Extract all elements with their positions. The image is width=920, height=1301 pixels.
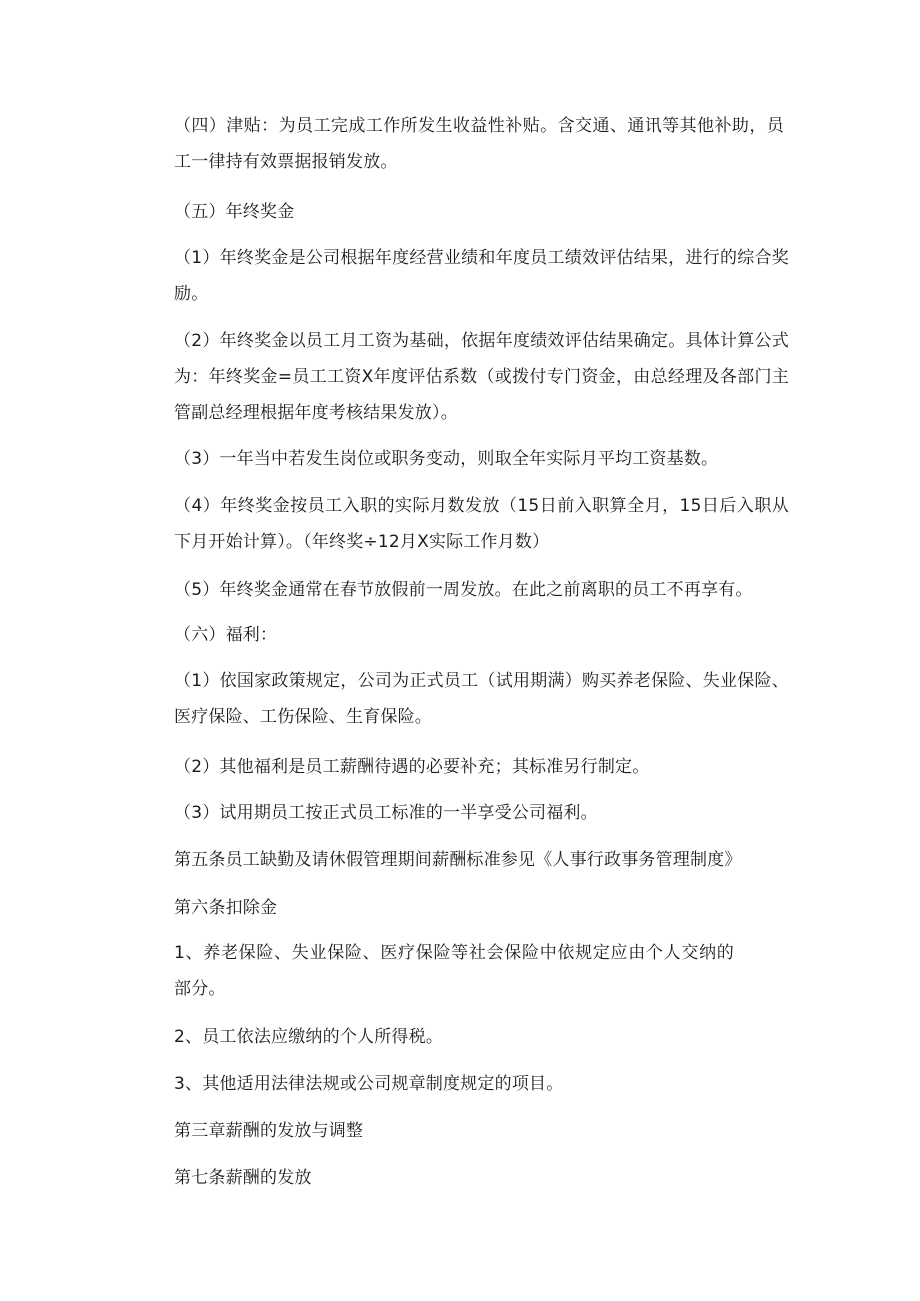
deduction-item-1: 1、养老保险、失业保险、医疗保险等社会保险中依规定应由个人交纳的部分。 <box>174 943 734 999</box>
deduction-item-3: 3、其他适用法律法规或公司规章制度规定的项目。 <box>174 1074 564 1094</box>
paragraph-bonus-5: （5）年终奖金通常在春节放假前一周发放。在此之前离职的员工不再享有。 <box>174 580 753 600</box>
paragraph-bonus-2: （2）年终奖金以员工月工资为基础，依据年度绩效评估结果确定。具体计算公式为：年终奖金=员工工资X年度评估系数（或拨付专门资金，由总经理及各部门主管副总经理根据年度考核结果发放）。 <box>174 331 789 423</box>
paragraph-bonus-1: （1）年终奖金是公司根据年度经营业绩和年度员工绩效评估结果，进行的综合奖励。 <box>174 248 789 304</box>
paragraph-bonus-3: （3）一年当中若发生岗位或职务变动，则取全年实际月平均工资基数。 <box>174 449 719 469</box>
paragraph-welfare-1: （1）依国家政策规定，公司为正式员工（试用期满）购买养老保险、失业保险、医疗保险、工伤保险、生育保险。 <box>174 671 789 727</box>
article-six-heading: 第六条扣除金 <box>174 898 278 918</box>
heading-year-end-bonus: （五）年终奖金 <box>174 202 295 222</box>
heading-welfare: （六）福利： <box>174 625 278 645</box>
chapter-three-heading: 第三章薪酬的发放与调整 <box>174 1121 364 1141</box>
paragraph-welfare-3: （3）试用期员工按正式员工标准的一半享受公司福利。 <box>174 803 598 823</box>
paragraph-welfare-2: （2）其他福利是员工薪酬待遇的必要补充；其标准另行制定。 <box>174 757 650 777</box>
article-seven-heading: 第七条薪酬的发放 <box>174 1168 312 1188</box>
paragraph-bonus-4: （4）年终奖金按员工入职的实际月数发放（15日前入职算全月，15日后入职从下月开始计算）。（年终奖÷12月X实际工作月数） <box>174 496 789 552</box>
article-five: 第五条员工缺勤及请休假管理期间薪酬标准参见《人事行政事务管理制度》 <box>174 850 742 870</box>
paragraph-allowance: （四）津贴：为员工完成工作所发生收益性补贴。含交通、通讯等其他补助，员工一律持有效票据报销发放。 <box>174 116 784 172</box>
deduction-item-2: 2、员工依法应缴纳的个人所得税。 <box>174 1027 444 1047</box>
